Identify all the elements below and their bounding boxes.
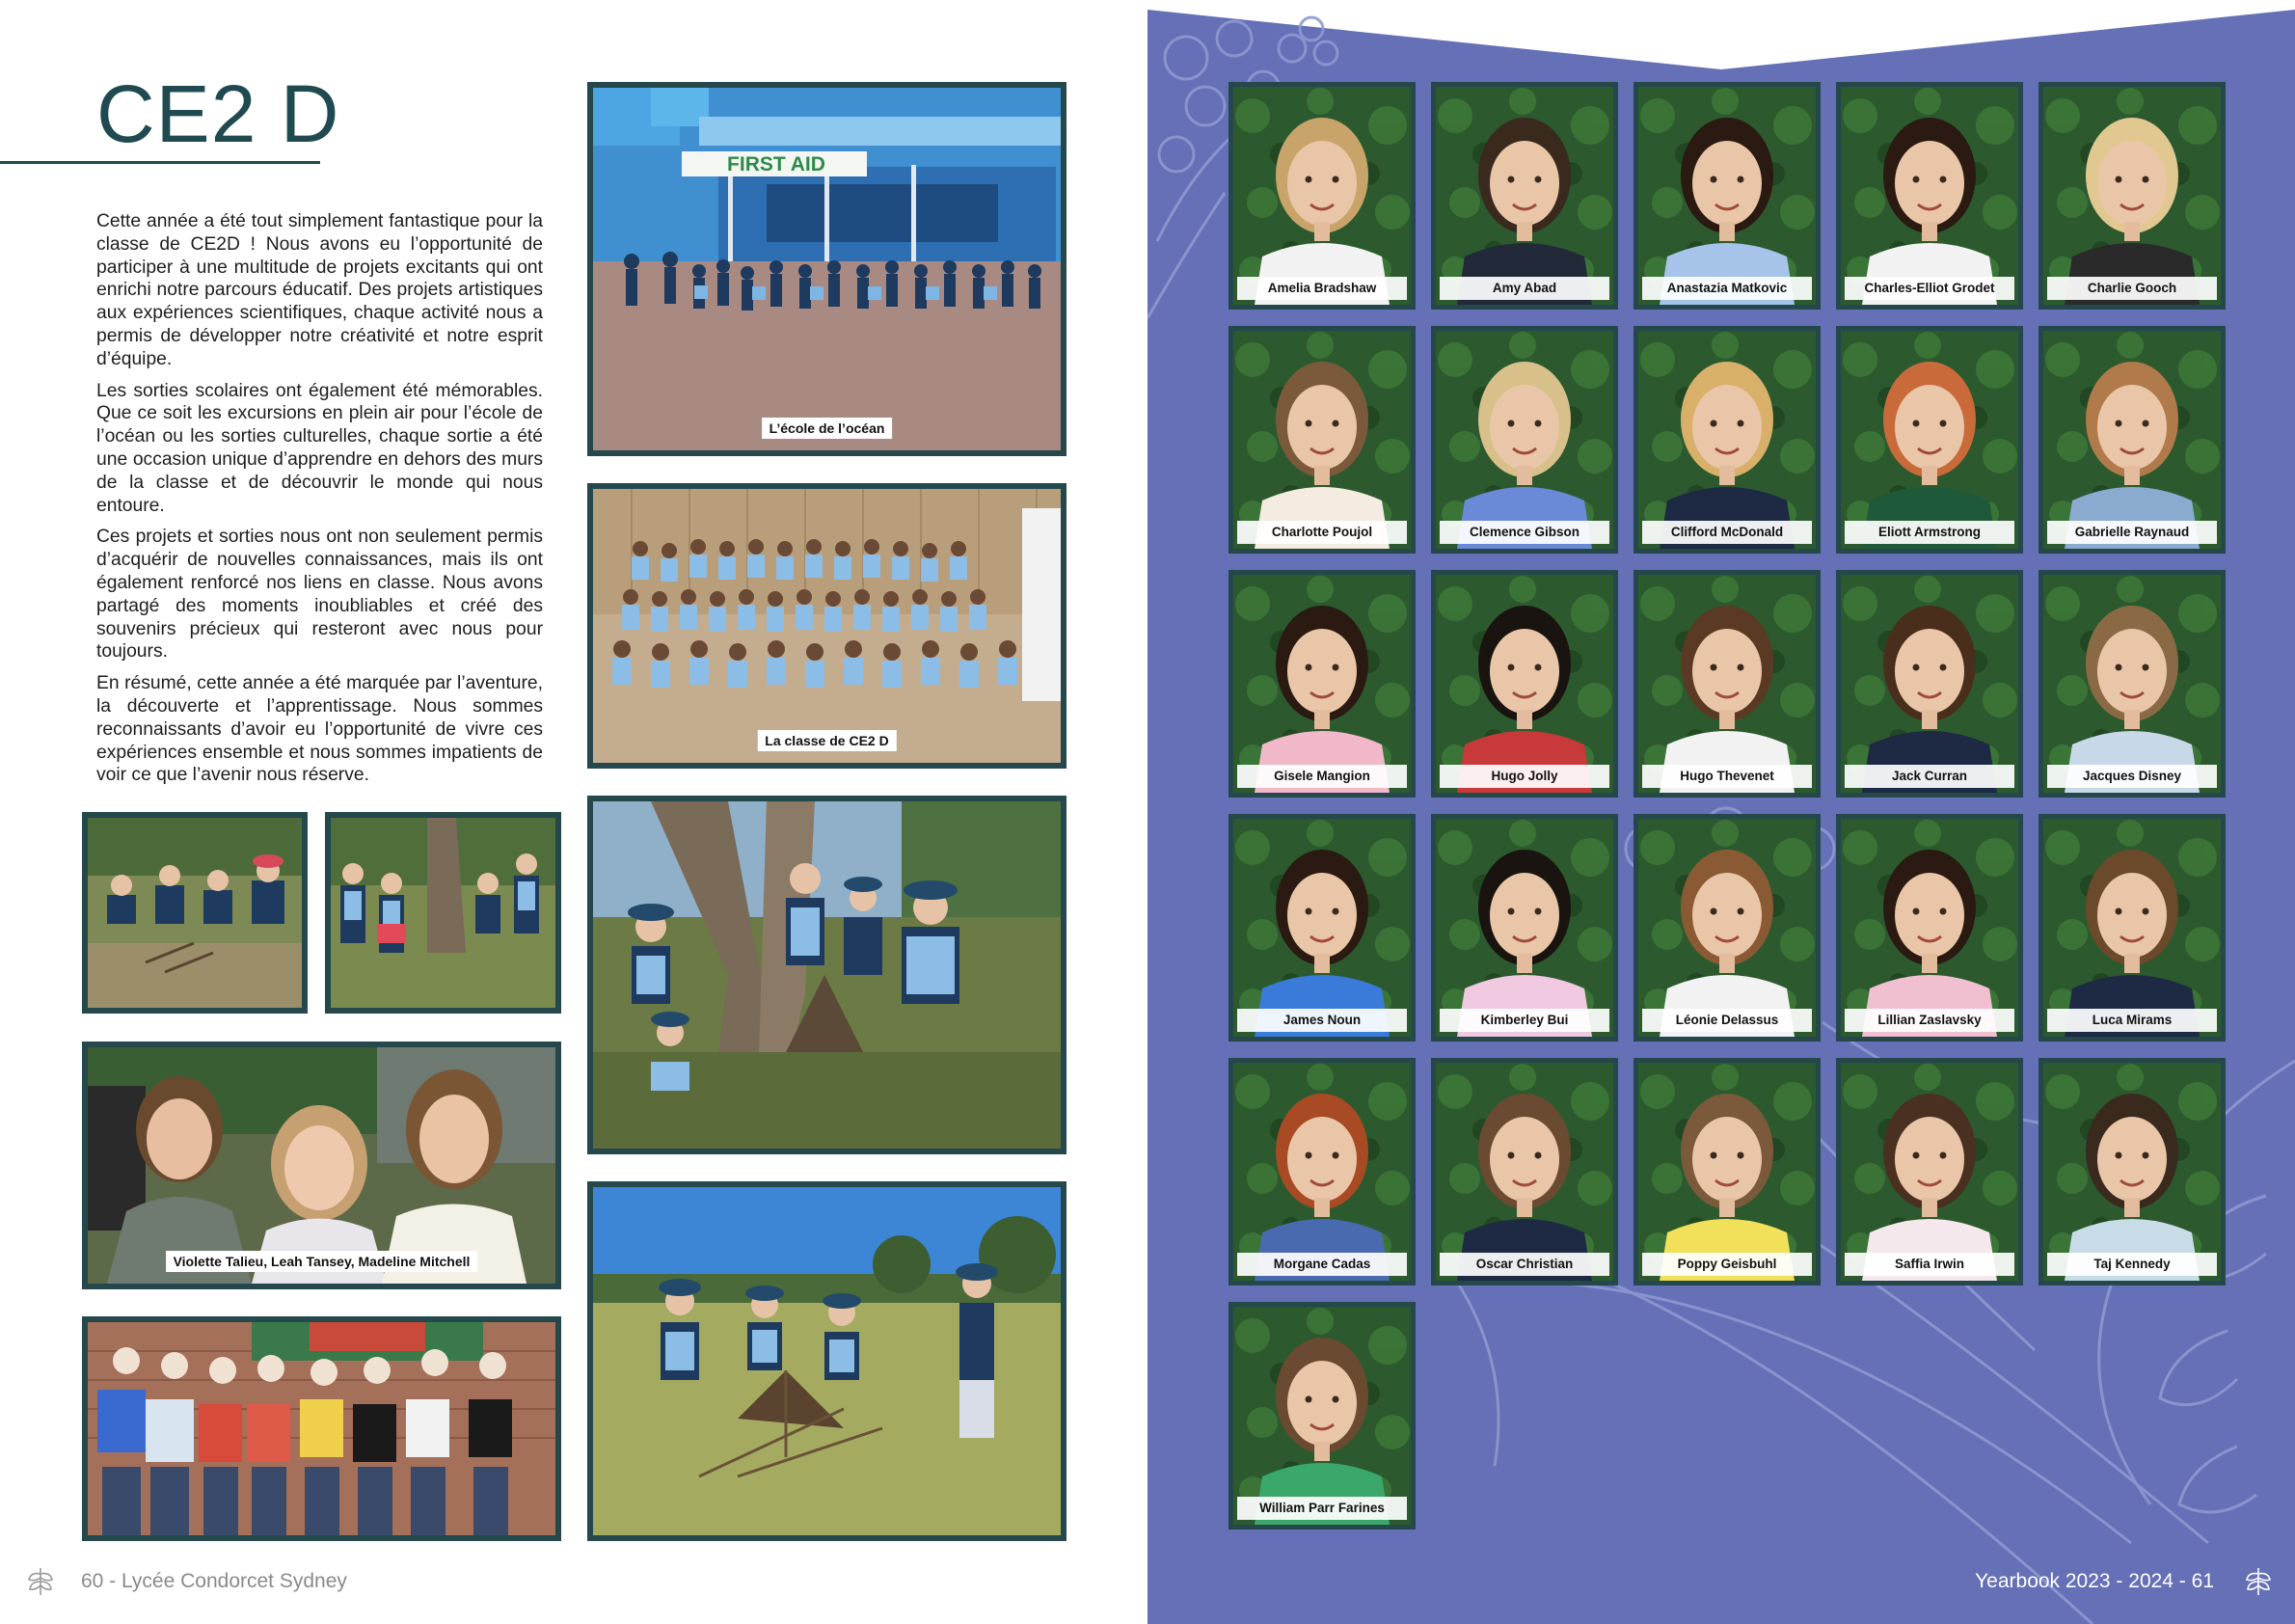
right-page (1148, 0, 2295, 1624)
student-portrait (1431, 814, 1618, 1042)
photo-caption: Violette Talieu, Leah Tansey, Madeline Mitchell (166, 1251, 478, 1272)
portrait-photo (1436, 331, 1613, 549)
student-portrait (1431, 1058, 1618, 1286)
student-portrait (1228, 814, 1416, 1042)
student-name-label: Clifford McDonald (1642, 521, 1812, 544)
student-portrait (1836, 82, 2023, 310)
student-portrait (1836, 1058, 2023, 1286)
portrait-photo (2043, 575, 2221, 793)
student-name-label: Amelia Bradshaw (1237, 277, 1407, 300)
student-name-label: Kimberley Bui (1440, 1009, 1609, 1032)
portrait-photo (1436, 575, 1613, 793)
student-portrait (2038, 82, 2226, 310)
portrait-photo (2043, 819, 2221, 1037)
paragraph: Ces projets et sorties nous ont non seulement permis d’acquérir de nouvelles connaissances, mais ils ont également renforcé nos liens en classe. Nous avons partagé des moments inoubliables et créé des souvenirs précieux qui resteront avec nous pour toujours. (96, 527, 543, 663)
student-portrait (1634, 82, 1821, 310)
photo-ocean-school (587, 82, 1066, 456)
student-name-label: James Noun (1237, 1009, 1407, 1032)
student-name-label: Luca Mirams (2047, 1009, 2217, 1032)
first-aid-sign: FIRST AID (727, 153, 825, 176)
photo-kids-tree (587, 796, 1066, 1154)
student-name-label: Saffia Irwin (1845, 1253, 2014, 1276)
photo-class-group (587, 483, 1066, 769)
portrait-photo (2043, 87, 2221, 305)
student-portrait (1228, 1302, 1416, 1529)
student-portrait (1228, 326, 1416, 554)
student-name-label: Léonie Delassus (1642, 1009, 1812, 1032)
portrait-photo (1841, 87, 2018, 305)
student-portrait (1431, 82, 1618, 310)
portrait-photo (1436, 87, 1613, 305)
student-portrait (1634, 570, 1821, 798)
portrait-photo (1841, 575, 2018, 793)
student-name-label: Hugo Thevenet (1642, 765, 1812, 788)
portrait-photo (1638, 819, 1816, 1037)
student-name-label: Taj Kennedy (2047, 1253, 2217, 1276)
student-name-label: Jack Curran (1845, 765, 2014, 788)
portrait-photo (1841, 1063, 2018, 1281)
portrait-photo (1233, 87, 1411, 305)
student-portrait (2038, 570, 2226, 798)
student-portrait (1431, 326, 1618, 554)
photo-kids-outdoors-2 (325, 812, 561, 1014)
portrait-photo (1436, 1063, 1613, 1281)
student-name-label: Lillian Zaslavsky (1845, 1009, 2014, 1032)
photo-caption: La classe de CE2 D (757, 730, 896, 751)
student-portrait (1228, 570, 1416, 798)
portrait-photo (1638, 575, 1816, 793)
student-name-label: Poppy Geisbuhl (1642, 1253, 1812, 1276)
portrait-photo (1436, 819, 1613, 1037)
student-portrait (2038, 326, 2226, 554)
portrait-photo (1233, 575, 1411, 793)
student-name-label: William Parr Farines (1237, 1497, 1407, 1520)
student-name-label: Hugo Jolly (1440, 765, 1609, 788)
paragraph: Les sorties scolaires ont également été mémorables. Que ce soit les excursions en plein air pour l’école de l’océan ou les sorties culturelles, chaque sortie a été une occasion unique d’apprendre en dehors des murs de la classe et de découvrir le monde qui nous entoure. (96, 380, 543, 516)
portrait-photo (1233, 819, 1411, 1037)
portrait-photo (2043, 331, 2221, 549)
portrait-photo (2043, 1063, 2221, 1281)
portrait-photo (1841, 819, 2018, 1037)
portrait-photo (1233, 1063, 1411, 1281)
student-portrait (1228, 1058, 1416, 1286)
student-portrait (1836, 570, 2023, 798)
student-name-label: Charlotte Poujol (1237, 521, 1407, 544)
student-name-label: Eliott Armstrong (1845, 521, 2014, 544)
portrait-photo (1841, 331, 2018, 549)
student-portrait (1431, 570, 1618, 798)
paragraph: En résumé, cette année a été marquée par l’aventure, la découverte et l’apprentissage. Nous sommes reconnaissants d’avoir eu l’opportunité de vivre ces expériences ensemble et nous sommes impatients de voir ce que l’avenir nous réserve. (96, 673, 543, 786)
student-name-label: Anastazia Matkovic (1642, 277, 1812, 300)
portrait-photo (1638, 331, 1816, 549)
student-name-label: Morgane Cadas (1237, 1253, 1407, 1276)
student-portrait (1634, 1058, 1821, 1286)
student-name-label: Jacques Disney (2047, 765, 2217, 788)
photo-shelter-building (587, 1181, 1066, 1541)
title-underline (0, 161, 320, 164)
student-portrait (1836, 814, 2023, 1042)
page-footer-right: Yearbook 2023 - 2024 - 61 (1975, 1570, 2214, 1592)
page-footer-left: 60 - Lycée Condorcet Sydney (81, 1570, 347, 1592)
student-portrait (1634, 814, 1821, 1042)
student-portrait (1836, 326, 2023, 554)
portrait-photo (1638, 87, 1816, 305)
student-portrait (1228, 82, 1416, 310)
photo-caption: L’école de l’océan (762, 418, 893, 439)
student-name-label: Charles-Elliot Grodet (1845, 277, 2014, 300)
student-portrait (2038, 1058, 2226, 1286)
photo-art-project (82, 1316, 561, 1541)
photo-kids-outdoors-1 (82, 812, 308, 1014)
page-title: CE2 D (96, 68, 340, 159)
portrait-photo (1233, 331, 1411, 549)
school-crest-icon (2239, 1562, 2278, 1601)
student-portrait (2038, 814, 2226, 1042)
student-name-label: Gabrielle Raynaud (2047, 521, 2217, 544)
student-name-label: Gisele Mangion (1237, 765, 1407, 788)
paragraph: Cette année a été tout simplement fantastique pour la classe de CE2D ! Nous avons eu l’opportunité de participer à une multitude de projets excitants qui ont enrichi notre parcours éducatif. Des projets artistiques aux expériences scientifiques, chaque activité nous a permis de développer notre créativité et notre esprit d’équipe. (96, 211, 543, 369)
student-name-label: Amy Abad (1440, 277, 1609, 300)
portrait-photo (1233, 1307, 1411, 1525)
photo-teachers (82, 1042, 561, 1289)
class-summary-text (96, 210, 543, 796)
student-name-label: Oscar Christian (1440, 1253, 1609, 1276)
student-name-label: Charlie Gooch (2047, 277, 2217, 300)
school-crest-icon (21, 1562, 60, 1601)
student-portrait (1634, 326, 1821, 554)
portrait-photo (1638, 1063, 1816, 1281)
student-name-label: Clemence Gibson (1440, 521, 1609, 544)
